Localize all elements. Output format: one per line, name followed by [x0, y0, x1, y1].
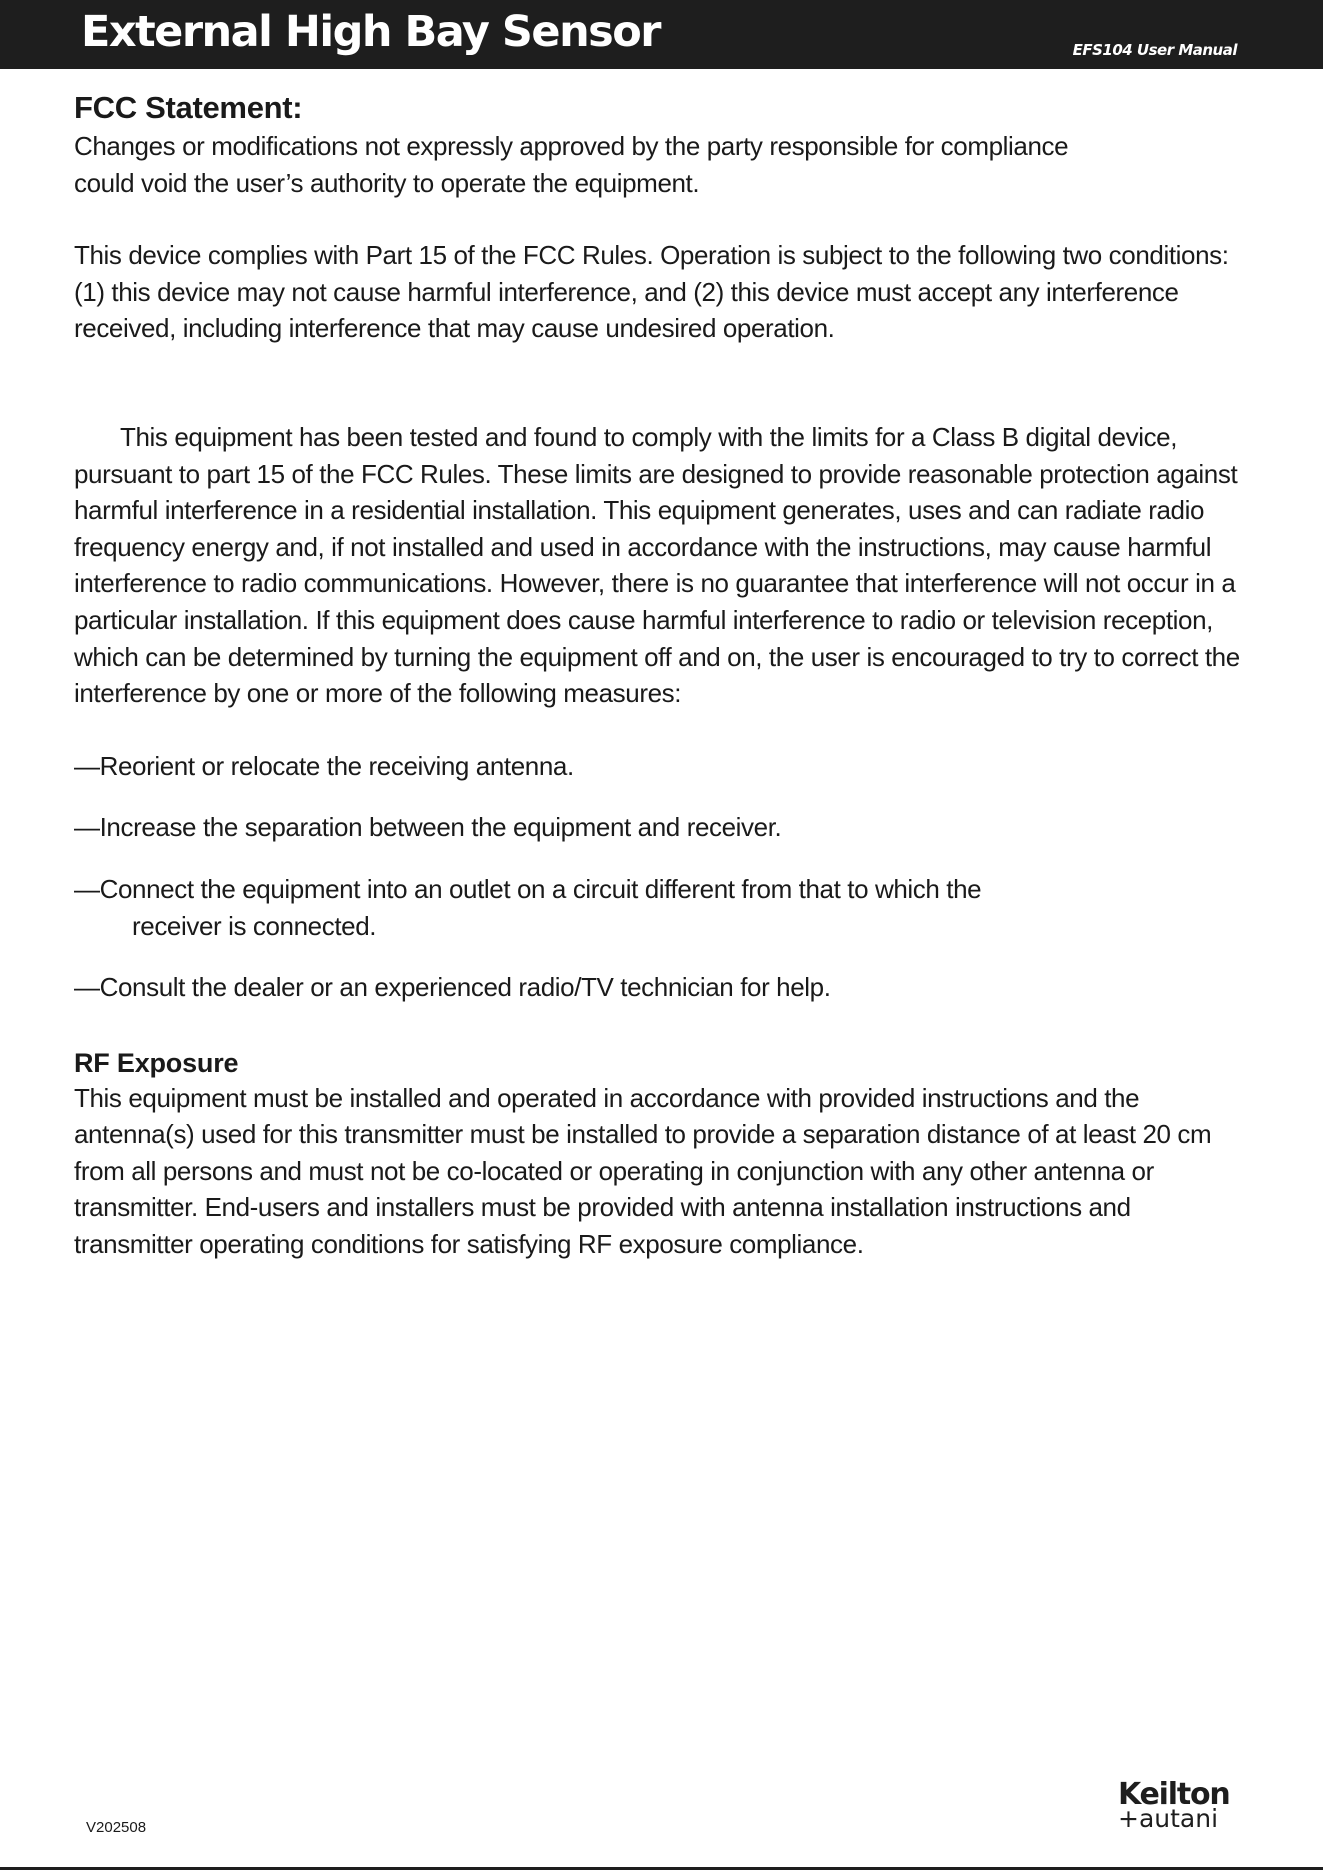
page-content [74, 88, 1254, 1263]
manual-name: EFS104 User Manual [1072, 41, 1237, 59]
page-header [0, 0, 1323, 69]
document-title: External High Bay Sensor [81, 7, 661, 57]
fcc-paragraph-2: This device complies with Part 15 of the FCC Rules. Operation is subject to the following two conditions: (1) this device may not cause harmful interference, and (2) this device must accept any interference received, including interference that may cause undesired operation. [74, 240, 1229, 344]
version-code: V202508 [86, 1819, 147, 1836]
logo-wordmark-bottom: +autani [1118, 1804, 1219, 1833]
rf-paragraph: This equipment must be installed and operated in accordance with provided instructions and the antenna(s) used for this transmitter must be installed to provide a separation distance of at least 20 cm from all persons and must not be co-located or operating in conjunction with any other antenna or transmitter. End-users and installers must be provided with antenna installation instructions and transmitter operating conditions for satisfying RF exposure compliance. [74, 1082, 1212, 1260]
fcc-paragraph-1-line-1: Changes or modifications not expressly approved by the party responsible for compliance [74, 131, 1069, 161]
brand-logo [1118, 1777, 1244, 1833]
fcc-paragraph-3: This equipment has been tested and found to comply with the limits for a Class B digital device, pursuant to part 15 of the FCC Rules. These limits are designed to provide reasonable protection against harmful interference in a residential installation. This equipment generates, uses and can radiate radio frequency energy and, if not installed and used in accordance with the instructions, may cause harmful interference to radio communications. However, there is no guarantee that interference will not occur in a particular installation. If this equipment does cause harmful interference to radio or television reception, which can be determined by turning the equipment off and on, the user is encouraged to try to correct the interference by one or more of the following measures: [74, 421, 1240, 709]
rf-heading: RF Exposure [74, 1047, 239, 1078]
measure-item [74, 871, 1254, 944]
fcc-paragraph-1 [74, 128, 1254, 201]
fcc-paragraph-1-line-2: could void the user’s authority to operate the equipment. [74, 167, 700, 198]
fcc-heading: FCC Statement: [74, 90, 303, 125]
logo-wordmark-top: Keilton [1118, 1777, 1230, 1812]
measure-item-text: —Connect the equipment into an outlet on a circuit different from that to which the [74, 873, 982, 904]
measure-item-continuation: receiver is connected. [132, 910, 377, 941]
measure-item: —Reorient or relocate the receiving antenna. [74, 750, 574, 781]
measure-item: —Increase the separation between the equipment and receiver. [74, 812, 782, 843]
measure-item: —Consult the dealer or an experienced radio/TV technician for help. [74, 972, 831, 1003]
